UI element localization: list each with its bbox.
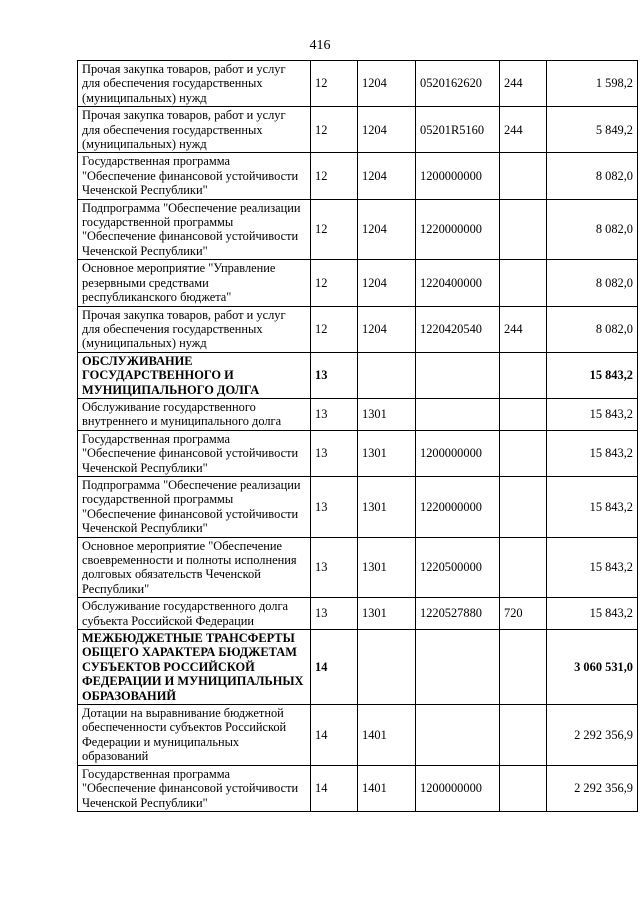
table-row xyxy=(78,61,638,107)
table-row xyxy=(78,476,638,537)
row-target-cell: 1220500000 xyxy=(416,537,500,598)
row-subsection-cell: 1401 xyxy=(358,765,416,811)
table-row xyxy=(78,430,638,476)
row-type-cell xyxy=(500,260,547,306)
row-amount-cell: 5 849,2 xyxy=(547,107,638,153)
row-subsection-cell xyxy=(358,352,416,398)
row-type-cell xyxy=(500,476,547,537)
row-subsection-cell: 1401 xyxy=(358,705,416,766)
row-subsection-cell: 1301 xyxy=(358,430,416,476)
budget-table xyxy=(77,60,638,812)
row-amount-cell: 2 292 356,9 xyxy=(547,765,638,811)
row-target-cell: 05201R5160 xyxy=(416,107,500,153)
row-amount-cell: 15 843,2 xyxy=(547,352,638,398)
row-subsection-cell xyxy=(358,630,416,705)
row-subsection-cell: 1204 xyxy=(358,199,416,260)
row-amount-cell: 15 843,2 xyxy=(547,598,638,630)
row-target-cell xyxy=(416,705,500,766)
row-section-cell: 14 xyxy=(311,705,358,766)
row-target-cell: 1200000000 xyxy=(416,765,500,811)
table-row xyxy=(78,537,638,598)
table-row xyxy=(78,352,638,398)
row-type-cell xyxy=(500,430,547,476)
page-number: 416 xyxy=(309,38,331,53)
row-amount-cell: 8 082,0 xyxy=(547,153,638,199)
row-type-cell xyxy=(500,352,547,398)
row-target-cell: 1220000000 xyxy=(416,199,500,260)
row-target-cell: 1220420540 xyxy=(416,306,500,352)
row-name-cell: ОБСЛУЖИВАНИЕ ГОСУДАРСТВЕННОГО И МУНИЦИПАЛЬНОГО ДОЛГА xyxy=(78,352,311,398)
row-type-cell xyxy=(500,765,547,811)
row-target-cell xyxy=(416,352,500,398)
row-type-cell: 244 xyxy=(500,107,547,153)
row-subsection-cell: 1204 xyxy=(358,153,416,199)
table-row xyxy=(78,630,638,705)
row-subsection-cell: 1204 xyxy=(358,107,416,153)
row-type-cell: 720 xyxy=(500,598,547,630)
row-amount-cell: 15 843,2 xyxy=(547,537,638,598)
row-name-cell: Подпрограмма "Обеспечение реализации государственной программы "Обеспечение финансовой устойчивости Чеченской Республики" xyxy=(78,199,311,260)
row-name-cell: Основное мероприятие "Обеспечение своевременности и полноты исполнения долговых обязательств Чеченской Республики" xyxy=(78,537,311,598)
row-type-cell xyxy=(500,537,547,598)
row-section-cell: 14 xyxy=(311,765,358,811)
row-subsection-cell: 1204 xyxy=(358,306,416,352)
row-type-cell xyxy=(500,705,547,766)
row-section-cell: 13 xyxy=(311,476,358,537)
row-target-cell: 1220400000 xyxy=(416,260,500,306)
row-section-cell: 12 xyxy=(311,199,358,260)
row-section-cell: 14 xyxy=(311,630,358,705)
row-name-cell: Прочая закупка товаров, работ и услуг для обеспечения государственных (муниципальных) нужд xyxy=(78,306,311,352)
row-type-cell xyxy=(500,153,547,199)
row-name-cell: Государственная программа "Обеспечение финансовой устойчивости Чеченской Республики" xyxy=(78,153,311,199)
table-row xyxy=(78,398,638,430)
row-section-cell: 13 xyxy=(311,598,358,630)
table-row xyxy=(78,306,638,352)
row-section-cell: 12 xyxy=(311,260,358,306)
row-subsection-cell: 1301 xyxy=(358,537,416,598)
table-row xyxy=(78,705,638,766)
table-row xyxy=(78,199,638,260)
row-section-cell: 13 xyxy=(311,352,358,398)
row-subsection-cell: 1301 xyxy=(358,398,416,430)
row-target-cell xyxy=(416,398,500,430)
row-section-cell: 12 xyxy=(311,61,358,107)
table-row xyxy=(78,153,638,199)
row-type-cell xyxy=(500,199,547,260)
row-target-cell xyxy=(416,630,500,705)
row-amount-cell: 1 598,2 xyxy=(547,61,638,107)
row-name-cell: Основное мероприятие "Управление резервными средствами республиканского бюджета" xyxy=(78,260,311,306)
table-row xyxy=(78,765,638,811)
row-amount-cell: 15 843,2 xyxy=(547,430,638,476)
row-name-cell: Обслуживание государственного внутреннего и муниципального долга xyxy=(78,398,311,430)
row-section-cell: 13 xyxy=(311,398,358,430)
row-name-cell: Дотации на выравнивание бюджетной обеспеченности субъектов Российской Федерации и муниципальных образований xyxy=(78,705,311,766)
row-target-cell: 1220000000 xyxy=(416,476,500,537)
row-name-cell: Прочая закупка товаров, работ и услуг для обеспечения государственных (муниципальных) нужд xyxy=(78,61,311,107)
row-type-cell: 244 xyxy=(500,306,547,352)
row-name-cell: Государственная программа "Обеспечение финансовой устойчивости Чеченской Республики" xyxy=(78,765,311,811)
row-amount-cell: 3 060 531,0 xyxy=(547,630,638,705)
row-target-cell: 1200000000 xyxy=(416,153,500,199)
table-row xyxy=(78,598,638,630)
row-name-cell: Государственная программа "Обеспечение финансовой устойчивости Чеченской Республики" xyxy=(78,430,311,476)
row-target-cell: 1200000000 xyxy=(416,430,500,476)
row-amount-cell: 8 082,0 xyxy=(547,306,638,352)
row-name-cell: Подпрограмма "Обеспечение реализации государственной программы "Обеспечение финансовой устойчивости Чеченской Республики" xyxy=(78,476,311,537)
row-amount-cell: 8 082,0 xyxy=(547,260,638,306)
row-type-cell xyxy=(500,630,547,705)
row-subsection-cell: 1204 xyxy=(358,61,416,107)
row-name-cell: Обслуживание государственного долга субъекта Российской Федерации xyxy=(78,598,311,630)
row-section-cell: 12 xyxy=(311,153,358,199)
row-subsection-cell: 1301 xyxy=(358,476,416,537)
row-amount-cell: 15 843,2 xyxy=(547,476,638,537)
row-amount-cell: 15 843,2 xyxy=(547,398,638,430)
row-section-cell: 13 xyxy=(311,537,358,598)
row-target-cell: 1220527880 xyxy=(416,598,500,630)
row-section-cell: 12 xyxy=(311,107,358,153)
row-amount-cell: 2 292 356,9 xyxy=(547,705,638,766)
row-type-cell xyxy=(500,398,547,430)
row-amount-cell: 8 082,0 xyxy=(547,199,638,260)
row-section-cell: 13 xyxy=(311,430,358,476)
table-row xyxy=(78,260,638,306)
row-subsection-cell: 1204 xyxy=(358,260,416,306)
row-type-cell: 244 xyxy=(500,61,547,107)
row-name-cell: Прочая закупка товаров, работ и услуг для обеспечения государственных (муниципальных) нужд xyxy=(78,107,311,153)
table-row xyxy=(78,107,638,153)
budget-table-body xyxy=(78,61,638,812)
row-subsection-cell: 1301 xyxy=(358,598,416,630)
row-name-cell: МЕЖБЮДЖЕТНЫЕ ТРАНСФЕРТЫ ОБЩЕГО ХАРАКТЕРА БЮДЖЕТАМ СУБЪЕКТОВ РОССИЙСКОЙ ФЕДЕРАЦИИ И МУНИЦИПАЛЬНЫХ ОБРАЗОВАНИЙ xyxy=(78,630,311,705)
row-section-cell: 12 xyxy=(311,306,358,352)
row-target-cell: 0520162620 xyxy=(416,61,500,107)
